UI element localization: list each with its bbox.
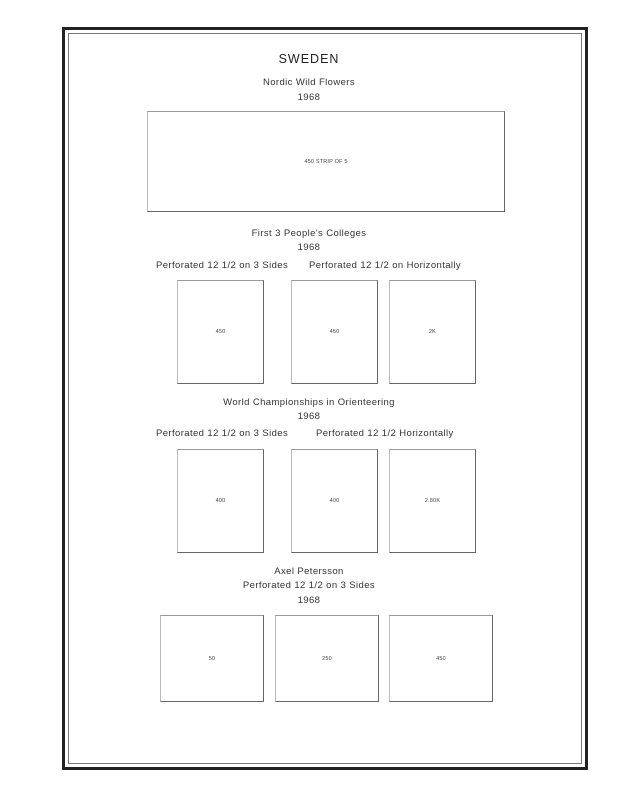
stamp-value: 50 [208, 655, 216, 662]
stamp-mount[interactable] [389, 280, 476, 384]
section-year: 1968 [297, 242, 321, 253]
stamp-value: 400 [329, 498, 340, 504]
stamp-mount[interactable] [291, 449, 378, 553]
stamp-mount[interactable] [275, 615, 379, 702]
stamp-value: 250 [322, 655, 332, 662]
section-year: 1968 [297, 92, 321, 103]
stamp-value: 2.80K [424, 498, 441, 504]
stamp-mount[interactable] [389, 449, 476, 553]
stamp-value: 450 [215, 329, 226, 335]
section-year: 1968 [297, 411, 321, 422]
stamp-mount[interactable] [389, 615, 493, 702]
stamp-value: 450 [329, 329, 340, 335]
stamp-mount-strip[interactable] [147, 111, 505, 212]
perforation-label: Perforated 12 1/2 on Horizontally [309, 260, 462, 271]
stamp-mount[interactable] [160, 615, 264, 702]
stamp-value: 400 [215, 498, 226, 504]
country-heading: SWEDEN [278, 52, 340, 66]
perforation-label: Perforated 12 1/2 Horizontally [316, 428, 454, 439]
section-title: World Championships in Orienteering [223, 397, 395, 408]
stamp-mount[interactable] [291, 280, 378, 384]
stamp-mount[interactable] [177, 280, 264, 384]
perforation-label: Perforated 12 1/2 on 3 Sides [156, 260, 289, 271]
section-year: 1968 [297, 595, 321, 606]
stamp-mount[interactable] [177, 449, 264, 553]
stamp-value: 450 STRIP OF 5 [304, 158, 348, 165]
section-title: First 3 People's Colleges [251, 228, 367, 239]
section-title: Nordic Wild Flowers [262, 77, 356, 88]
perforation-label: Perforated 12 1/2 on 3 Sides [242, 580, 376, 591]
perforation-label: Perforated 12 1/2 on 3 Sides [156, 428, 289, 439]
section-title: Axel Petersson [274, 566, 344, 577]
stamp-value: 2K [428, 329, 437, 335]
stamp-value: 450 [436, 655, 446, 662]
